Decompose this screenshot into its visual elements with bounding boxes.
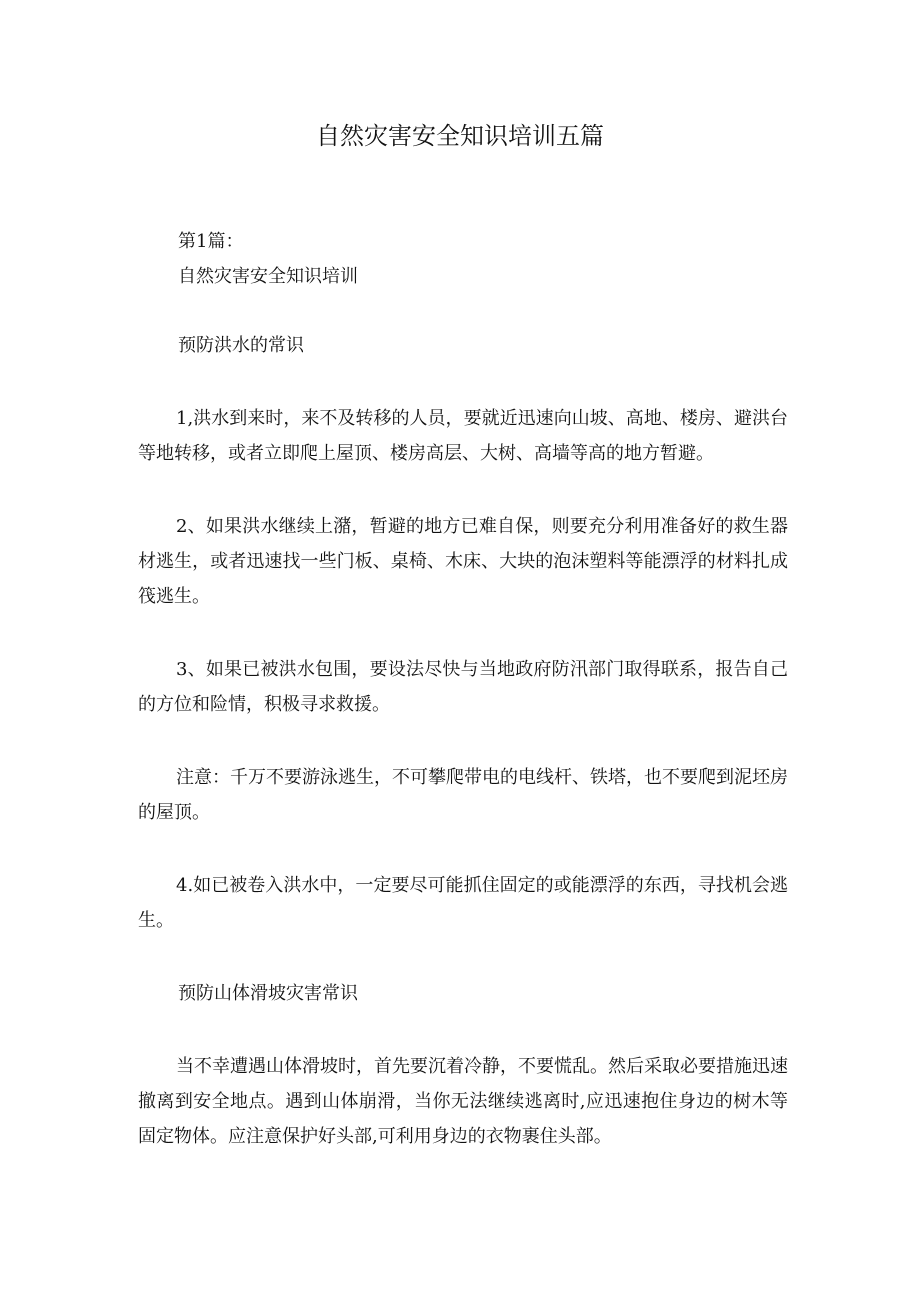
paragraph-gap <box>138 363 788 401</box>
flood-paragraph-2: 2、如果洪水继续上潴，暂避的地方已难自保，则要充分利用准备好的救生器材逃生，或者迅速找一些门板、桌椅、木床、大块的泡沫塑料等能漂浮的材料扎成筏逃生。 <box>138 516 788 607</box>
landslide-paragraph-1: 当不幸遭遇山体滑坡时，首先要沉着冷静，不要慌乱。然后采取必要措施迅速撤离到安全地点。遇到山体崩滑，当你无法继续逃离时,应迅速抱住身边的树木等固定物体。应注意保护好头部,可利用身边的衣物裹住头部。 <box>138 1056 788 1147</box>
paragraph-gap <box>138 830 788 868</box>
flood-paragraph-4: 4.如已被卷入洪水中，一定要尽可能抓住固定的或能漂浮的东西，寻找机会逃生。 <box>138 875 788 931</box>
document-body <box>138 224 788 1154</box>
paragraph-gap <box>138 722 788 760</box>
paragraph-gap <box>138 471 788 509</box>
heading-landslide: 预防山体滑坡灾害常识 <box>178 983 358 1004</box>
flood-paragraph-3: 3、如果已被洪水包围，要设法尽快与当地政府防汛部门取得联系，报告自己的方位和险情，积极寻求救援。 <box>138 659 788 715</box>
paragraph-gap <box>138 1011 788 1049</box>
paragraph-gap <box>138 938 788 976</box>
page-title: 自然灾害安全知识培训五篇 <box>316 122 604 150</box>
paragraph-gap <box>138 294 788 328</box>
heading-flood: 预防洪水的常识 <box>178 335 304 356</box>
section-subtitle: 自然灾害安全知识培训 <box>178 266 358 287</box>
flood-paragraph-1: 1,洪水到来时，来不及转移的人员，要就近迅速向山坡、高地、楼房、避洪台等地转移，或者立即爬上屋顶、楼房高层、大树、高墙等高的地方暂避。 <box>138 408 788 464</box>
flood-note: 注意：千万不要游泳逃生，不可攀爬带电的电线杆、铁塔，也不要爬到泥坯房的屋顶。 <box>138 767 788 823</box>
paragraph-gap <box>138 614 788 652</box>
section-label: 第1篇： <box>178 231 244 252</box>
